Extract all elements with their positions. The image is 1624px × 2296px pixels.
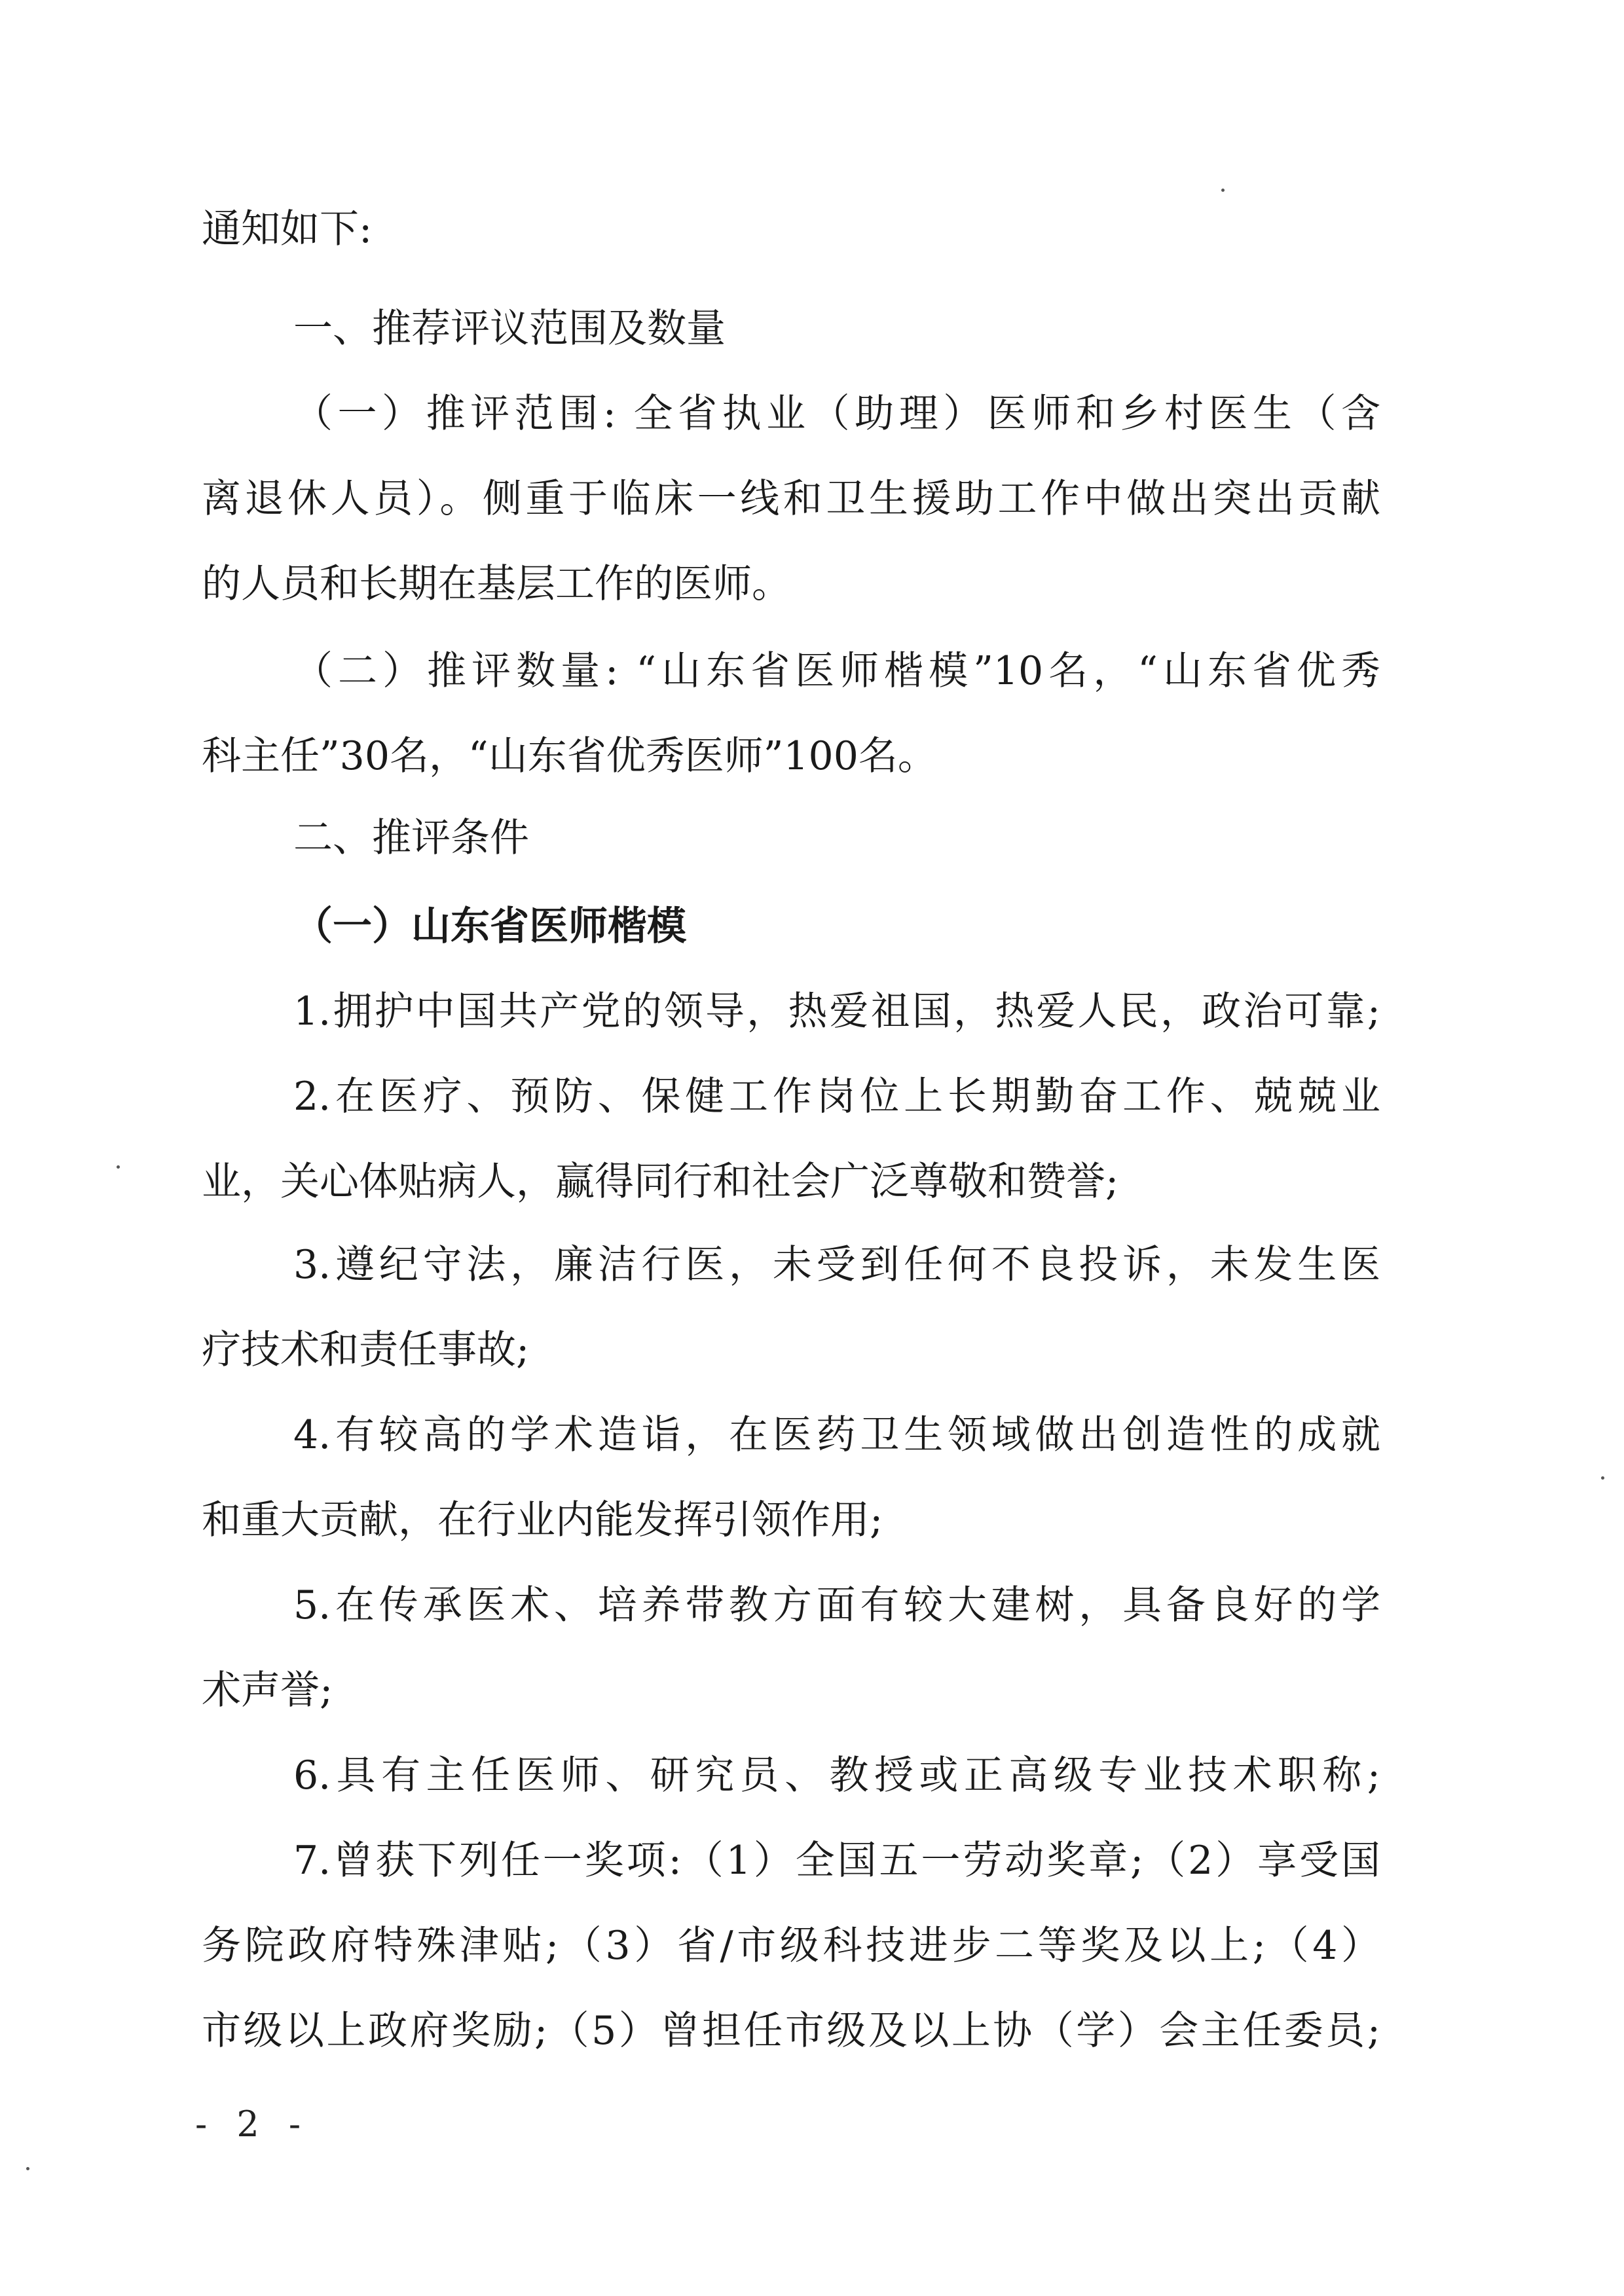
intro-line: 通知如下: [202, 206, 373, 252]
scan-speck [117, 1165, 120, 1169]
paragraph-line: （一）推评范围: 全省执业（助理）医师和乡村医生（含 [293, 391, 1380, 437]
subsection-heading: （一）山东省医师楷模 [293, 903, 686, 949]
criteria-line: 业，关心体贴病人，赢得同行和社会广泛尊敬和赞誉; [202, 1159, 1119, 1205]
paragraph-line: 离退休人员）。侧重于临床一线和卫生援助工作中做出突出贡献 [202, 476, 1380, 522]
criteria-line: 1.拥护中国共产党的领导，热爱祖国，热爱人民，政治可靠; [293, 989, 1380, 1034]
criteria-line: 6.具有主任医师、研究员、教授或正高级专业技术职称; [293, 1753, 1380, 1798]
scan-speck [1601, 1476, 1604, 1480]
criteria-line: 市级以上政府奖励;（5）曾担任市级及以上协（学）会主任委员; [202, 2008, 1380, 2054]
page-number: - 2 - [195, 2104, 310, 2145]
criteria-line: 术声誉; [202, 1667, 333, 1713]
criteria-line: 5.在传承医术、培养带教方面有较大建树，具备良好的学 [293, 1582, 1380, 1628]
criteria-line: 务院政府特殊津贴;（3）省/市级科技进步二等奖及以上;（4） [202, 1923, 1380, 1969]
paragraph-line: （二）推评数量: “山东省医师楷模”10名，“山东省优秀 [293, 648, 1380, 694]
paragraph-line: 的人员和长期在基层工作的医师。 [202, 561, 791, 607]
criteria-line: 2.在医疗、预防、保健工作岗位上长期勤奋工作、兢兢业 [293, 1074, 1380, 1120]
scan-speck [1221, 189, 1225, 192]
criteria-line: 疗技术和责任事故; [202, 1327, 530, 1373]
criteria-line: 4.有较高的学术造诣，在医药卫生领域做出创造性的成就 [293, 1412, 1380, 1458]
section-heading-1: 一、推荐评议范围及数量 [293, 306, 726, 352]
scan-speck [26, 2167, 29, 2170]
criteria-line: 和重大贡献，在行业内能发挥引领作用; [202, 1497, 883, 1543]
criteria-line: 3.遵纪守法，廉洁行医，未受到任何不良投诉，未发生医 [293, 1242, 1380, 1288]
paragraph-line: 科主任”30名，“山东省优秀医师”100名。 [202, 733, 937, 779]
section-heading-2: 二、推评条件 [293, 815, 529, 861]
criteria-line: 7.曾获下列任一奖项:（1）全国五一劳动奖章;（2）享受国 [293, 1838, 1380, 1884]
